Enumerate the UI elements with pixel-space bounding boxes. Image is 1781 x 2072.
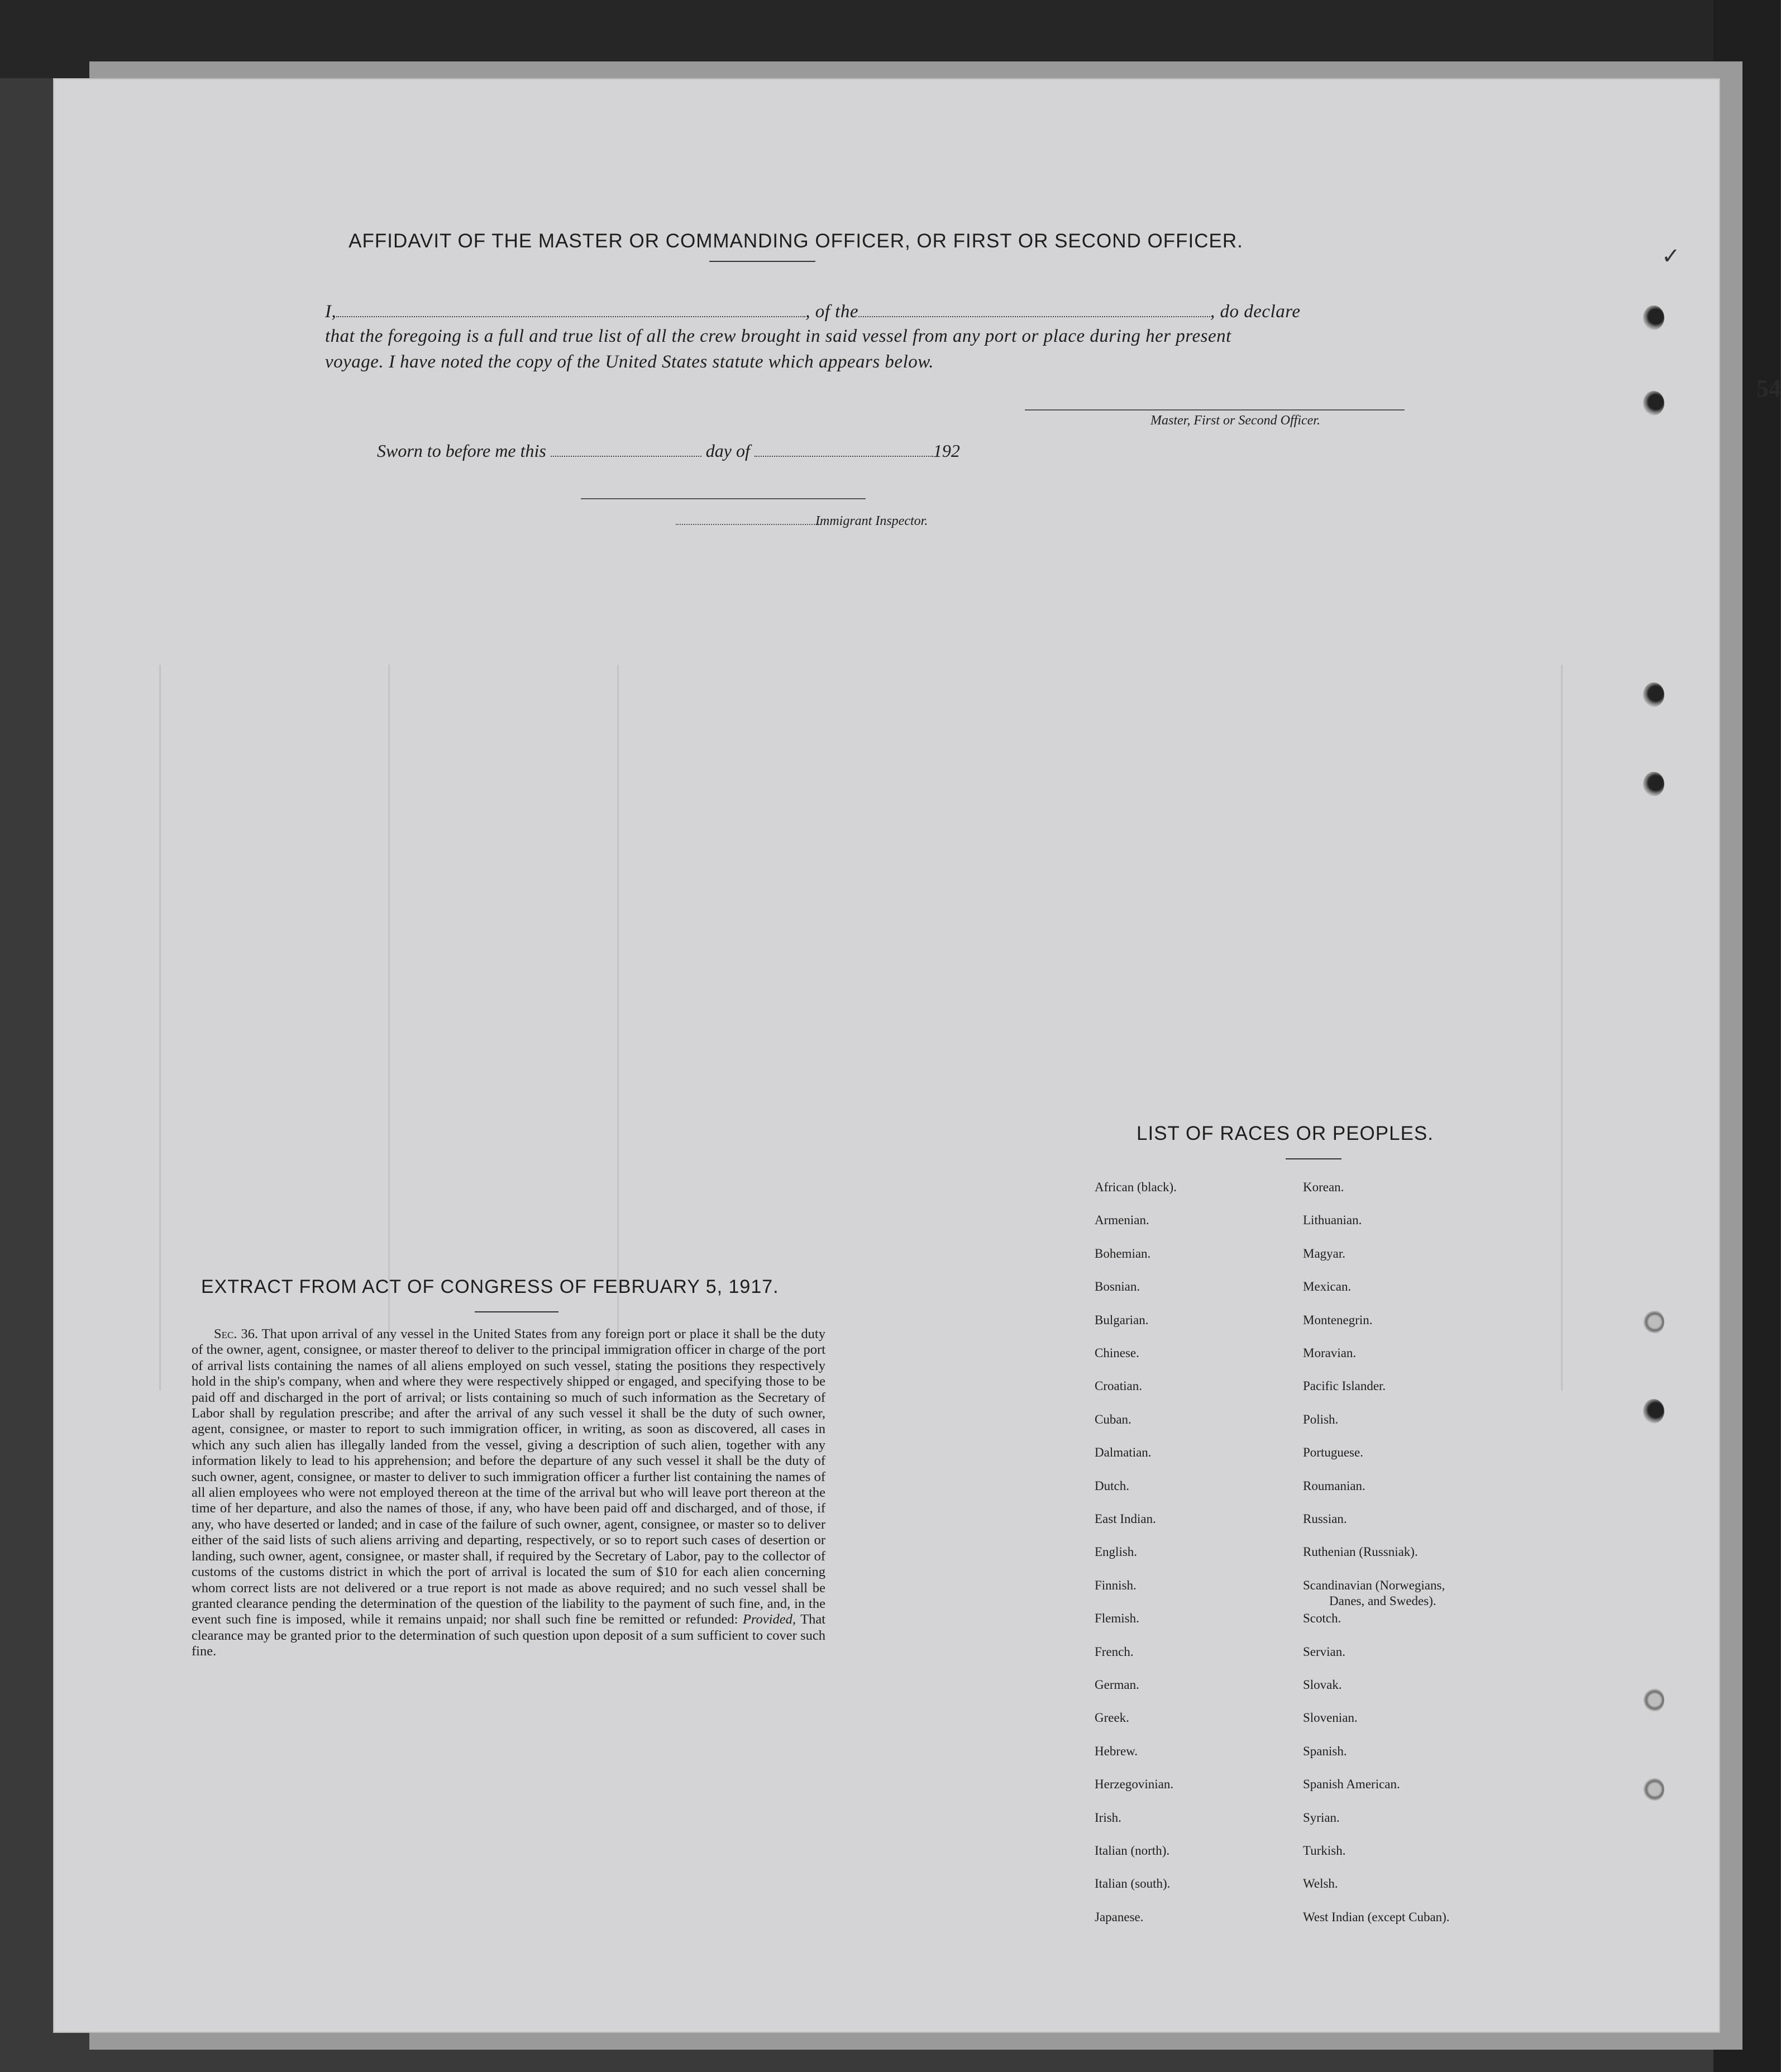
race-item: Pacific Islander. bbox=[1303, 1379, 1386, 1393]
extract-text-part1: That upon arrival of any vessel in the United States from any foreign port or place it shall be the duty of the owner, agent, consignee, or master thereof to deliver to the principal immigration officer in charge of the port of arrival lists containing the names of all aliens employed on such vessel, stating the positions they respectively hold in the ship's company, when and where they were respectively shipped or engaged, and specifying those to be paid off and discharged in the port of arrival; or lists containing so much of such information as the Secretary of Labor shall by regulation prescribe; and after the arrival of any such vessel it shall be the duty of such owner, agent, consignee, or master to report to such immigration officer, in writing, as soon as discovered, all cases in which any such alien has illegally landed from the vessel, giving a description of such alien, together with any information likely to lead to his apprehension; and before the departure of any such vessel it shall be the duty of such owner, agent, consignee, or master to deliver to such immigration officer a further list containing the names of all alien employees who were not employed thereon at the time of the arrival but who will leave port thereon at the time of her departure, and also the names of those, if any, who have been paid off and discharged, and of those, if any, who have deserted or landed; and in case of the failure of such owner, agent, consignee, or master so to deliver either of the said lists of such aliens arriving and departing, respectively, or so to report such cases of desertion or landing, such owner, agent, consignee, or master shall, if required by the Secretary of Labor, pay to the collector of customs of the customs district in which the port of arrival is located the sum of $10 for each alien concerning whom correct lists are not delivered or a true report is not made as above required; and no such vessel shall be granted clearance pending the determination of the question of the liability to the payment of such fine, and, in the event such fine is imposed, while it remains unpaid; nor shall such fine be remitted or refunded: bbox=[192, 1326, 825, 1627]
race-item: Italian (north). bbox=[1095, 1844, 1170, 1858]
race-item: Roumanian. bbox=[1303, 1478, 1365, 1493]
declaration-do-declare: , do declare bbox=[1210, 302, 1301, 322]
race-item: Polish. bbox=[1303, 1412, 1339, 1426]
declaration-i: I, bbox=[325, 302, 337, 322]
race-item: Greek. bbox=[1095, 1711, 1129, 1725]
race-item: German. bbox=[1095, 1678, 1139, 1692]
race-item: Magyar. bbox=[1303, 1246, 1346, 1261]
race-item: Bohemian. bbox=[1095, 1246, 1151, 1261]
race-item: West Indian (except Cuban). bbox=[1303, 1909, 1450, 1924]
declaration-of-the: , of the bbox=[805, 302, 858, 322]
declaration-line-2: that the foregoing is a full and true list of all the crew brought in said vessel from any port or place during her present bbox=[325, 326, 1231, 346]
race-item: Irish. bbox=[1095, 1810, 1121, 1825]
race-item: Scotch. bbox=[1303, 1611, 1341, 1626]
race-item: Finnish. bbox=[1095, 1578, 1137, 1592]
race-item: Portuguese. bbox=[1303, 1445, 1363, 1460]
race-item: Cuban. bbox=[1095, 1412, 1131, 1426]
race-item: Dalmatian. bbox=[1095, 1445, 1152, 1460]
race-item: Slovak. bbox=[1303, 1678, 1342, 1692]
race-item: Slovenian. bbox=[1303, 1711, 1358, 1725]
sworn-year: 192 bbox=[933, 441, 960, 461]
sworn-day-blank[interactable] bbox=[551, 440, 701, 457]
race-item: Welsh. bbox=[1303, 1877, 1338, 1891]
extract-title-rule bbox=[475, 1311, 558, 1312]
races-title-rule bbox=[1286, 1158, 1341, 1159]
provided-word: Provided, bbox=[742, 1612, 796, 1627]
race-item: Bosnian. bbox=[1095, 1280, 1140, 1294]
race-item: Mexican. bbox=[1303, 1280, 1352, 1294]
binder-hole bbox=[1643, 305, 1664, 330]
binder-hole bbox=[1643, 1688, 1664, 1712]
sworn-day-of: day of bbox=[705, 441, 750, 461]
title-rule bbox=[709, 261, 815, 262]
race-item: Servian. bbox=[1303, 1644, 1346, 1659]
inspector-caption: Immigrant Inspector. bbox=[815, 514, 928, 528]
sworn-month-blank[interactable] bbox=[755, 440, 933, 457]
race-item: Russian. bbox=[1303, 1512, 1347, 1526]
binder-hole bbox=[1643, 391, 1664, 416]
race-item: Italian (south). bbox=[1095, 1877, 1171, 1891]
race-item: Syrian. bbox=[1303, 1810, 1340, 1825]
race-item: English. bbox=[1095, 1545, 1138, 1559]
binder-hole bbox=[1643, 1777, 1664, 1802]
race-item: Korean. bbox=[1303, 1180, 1344, 1194]
race-item: French. bbox=[1095, 1644, 1134, 1659]
extract-text-part2: That clearance may be granted prior to the determination of such question upon deposit of a sum sufficient to cover such fine. bbox=[192, 1612, 826, 1659]
declaration-line-1 bbox=[325, 300, 1300, 322]
name-blank[interactable] bbox=[336, 300, 805, 317]
binder-hole bbox=[1643, 772, 1664, 796]
ghost-rule bbox=[1561, 665, 1563, 1391]
affidavit-title: AFFIDAVIT OF THE MASTER OR COMMANDING OFFICER, OR FIRST OR SECOND OFFICER. bbox=[348, 230, 1243, 252]
binder-hole bbox=[1643, 1310, 1664, 1334]
race-item: Flemish. bbox=[1095, 1611, 1139, 1626]
race-item: African (black). bbox=[1095, 1180, 1177, 1194]
master-signature-line[interactable] bbox=[1025, 409, 1405, 410]
extract-title: EXTRACT FROM ACT OF CONGRESS OF FEBRUARY 5, 1917. bbox=[201, 1276, 779, 1297]
sworn-text: Sworn to before me this bbox=[377, 441, 546, 461]
race-item: Bulgarian. bbox=[1095, 1312, 1149, 1327]
master-caption: Master, First or Second Officer. bbox=[1150, 413, 1320, 428]
race-item: Spanish. bbox=[1303, 1744, 1347, 1758]
race-item: Chinese. bbox=[1095, 1346, 1139, 1360]
ghost-rule bbox=[159, 665, 161, 1391]
race-item: Spanish American. bbox=[1303, 1777, 1400, 1792]
inspector-signature-line[interactable] bbox=[581, 498, 866, 499]
race-item: Dutch. bbox=[1095, 1478, 1129, 1493]
extract-body bbox=[192, 1326, 825, 1660]
race-item: Turkish. bbox=[1303, 1844, 1346, 1858]
race-item: Moravian. bbox=[1303, 1346, 1357, 1360]
declaration-line-3: voyage. I have noted the copy of the United States statute which appears below. bbox=[325, 352, 934, 372]
race-item: Japanese. bbox=[1095, 1909, 1144, 1924]
vessel-blank[interactable] bbox=[858, 300, 1210, 317]
page-number: 54 bbox=[1756, 375, 1781, 402]
sworn-line bbox=[377, 440, 960, 461]
race-item: Lithuanian. bbox=[1303, 1213, 1362, 1228]
race-item: Ruthenian (Russniak). bbox=[1303, 1545, 1418, 1559]
corner-mark: ✓ bbox=[1661, 244, 1680, 269]
race-item: East Indian. bbox=[1095, 1512, 1156, 1526]
binder-hole bbox=[1643, 1399, 1664, 1424]
race-item: Danes, and Swedes). bbox=[1329, 1593, 1436, 1608]
race-item: Croatian. bbox=[1095, 1379, 1142, 1393]
document-page bbox=[53, 78, 1781, 2033]
binder-hole bbox=[1643, 682, 1664, 707]
inspector-dotted-line bbox=[676, 524, 821, 525]
race-item: Montenegrin. bbox=[1303, 1312, 1373, 1327]
race-item: Herzegovinian. bbox=[1095, 1777, 1174, 1792]
race-item: Scandinavian (Norwegians, bbox=[1303, 1578, 1445, 1592]
race-item: Hebrew. bbox=[1095, 1744, 1138, 1758]
race-item: Armenian. bbox=[1095, 1213, 1149, 1228]
section-label: Sec. 36. bbox=[214, 1326, 259, 1341]
races-title: LIST OF RACES OR PEOPLES. bbox=[1137, 1123, 1434, 1144]
